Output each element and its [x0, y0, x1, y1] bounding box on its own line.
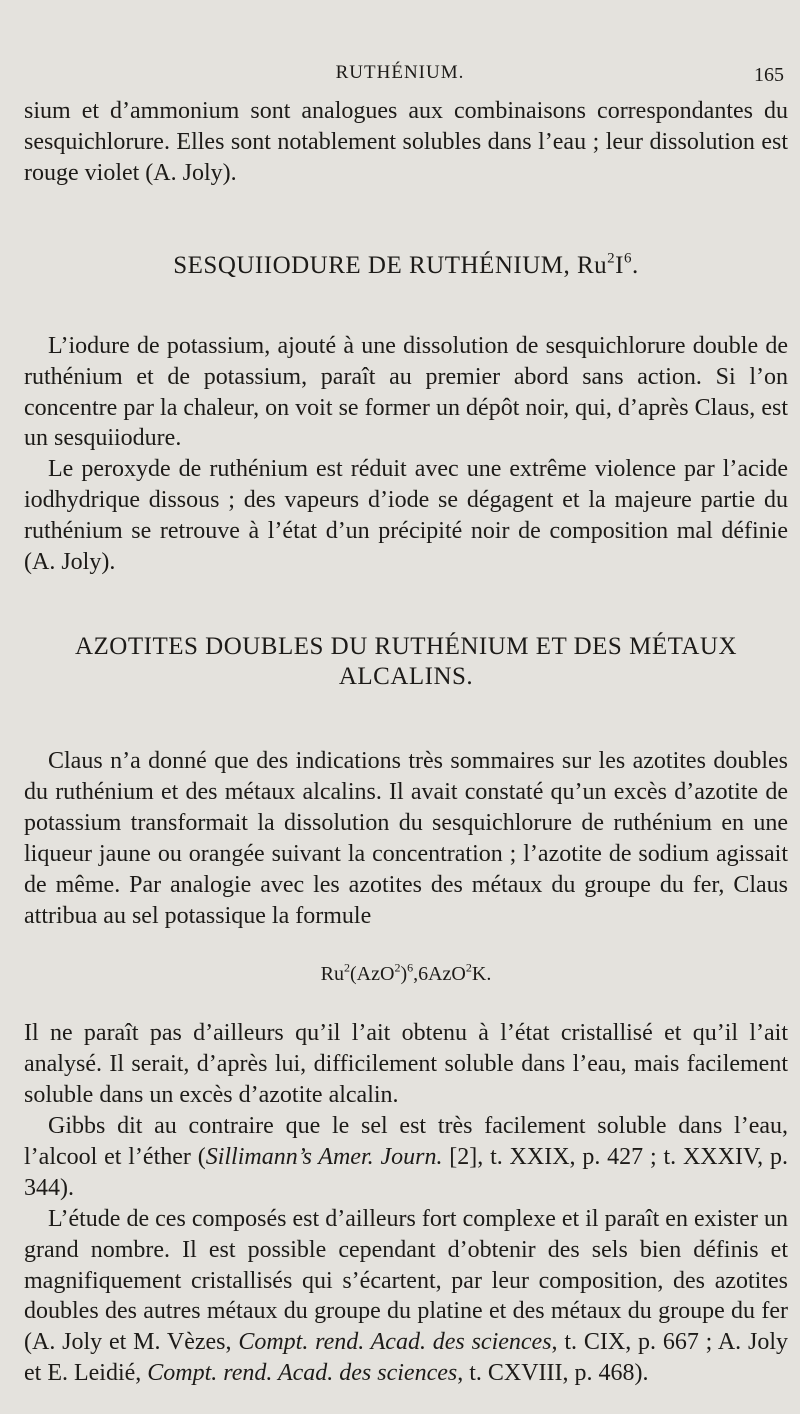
running-title: RUTHÉNIUM.: [335, 62, 465, 83]
section-heading-sesquiiodure: SESQUIIODURE DE RUTHÉNIUM, $Ru^2I^6$.: [173, 250, 639, 279]
page-body: [24, 96, 788, 1389]
section-heading-azotites: AZOTITES DOUBLES DU RUTHÉNIUM ET DES MÉTAUX ALCALINS.: [74, 632, 738, 690]
paragraph-peroxyde: Le peroxyde de ruthénium est réduit avec une extrême violence par l’acide iodhydrique dissous ; des vapeurs d’iode se dégagent et la majeure partie du ruthénium se retrouve à l’état d’un précipité noir de composition mal définie (A. Joly).: [24, 456, 788, 576]
page-number: 165: [754, 64, 784, 86]
paragraph-iodure: L’iodure de potassium, ajouté à une dissolution de sesquichlorure double de ruthénium et de potassium, paraît au premier abord sans action. Si l’on concentre par la chaleur, on voit se former un dépôt noir, qui, d’après Claus, est un sesquiiodure.: [24, 332, 788, 452]
citation-compt-rend-1: Compt. rend. Acad. des sciences: [238, 1329, 552, 1356]
paragraph-gibbs: Gibbs dit au contraire que le sel est très facilement soluble dans l’eau, l’alcool et l’éther (Sillimann’s Amer. Journ. [2], t. XXIX, p. 427 ; t. XXXIV, p. 344).: [24, 1113, 788, 1201]
journal-citation: Sillimann’s Amer. Journ.: [205, 1143, 443, 1170]
paragraph-claus: Claus n’a donné que des indications très sommaires sur les azotites doubles du ruthénium et des métaux alcalins. Il avait constaté qu’un excès d’azotite de potassium transformait la dissolution du sesquichlorure de ruthénium en une liqueur jaune ou orangée suivant la concentration ; l’azotite de sodium agissait de même. Par analogie avec les azotites des métaux du groupe du fer, Claus attribua au sel potassique la formule: [24, 747, 788, 929]
chemical-formula: $Ru^2(AzO^2)^6,6AzO^2K$.: [320, 961, 492, 986]
paragraph-continuation: sium et d’ammonium sont analogues aux combinaisons correspondantes du sesquichlorure. Elles sont notablement solubles dans l’eau ; leur dissolution est rouge violet (A. Joly).: [24, 98, 788, 186]
paragraph-etude: L’étude de ces composés est d’ailleurs fort complexe et il paraît en exister un grand nombre. Il est possible cependant d’obtenir des sels bien définis et magnifiquement cristallisés qui s’écartent, par leur composition, des azotites doubles des autres métaux du groupe du platine et des métaux du groupe du fer (A. Joly et M. Vèzes, Compt. rend. Acad. des sciences, t. CIX, p. 667 ; A. Joly et E. Leidié, Compt. rend. Acad. des sciences, t. CXVIII, p. 468).: [24, 1205, 788, 1387]
paragraph-cristallise: Il ne paraît pas d’ailleurs qu’il l’ait obtenu à l’état cristallisé et qu’il l’ait analysé. Il serait, d’après lui, difficilement soluble dans l’eau, mais facilement soluble dans un excès d’azotite alcalin.: [24, 1020, 788, 1109]
page-header: [0, 60, 800, 88]
citation-compt-rend-2: Compt. rend. Acad. des sciences: [147, 1360, 458, 1387]
